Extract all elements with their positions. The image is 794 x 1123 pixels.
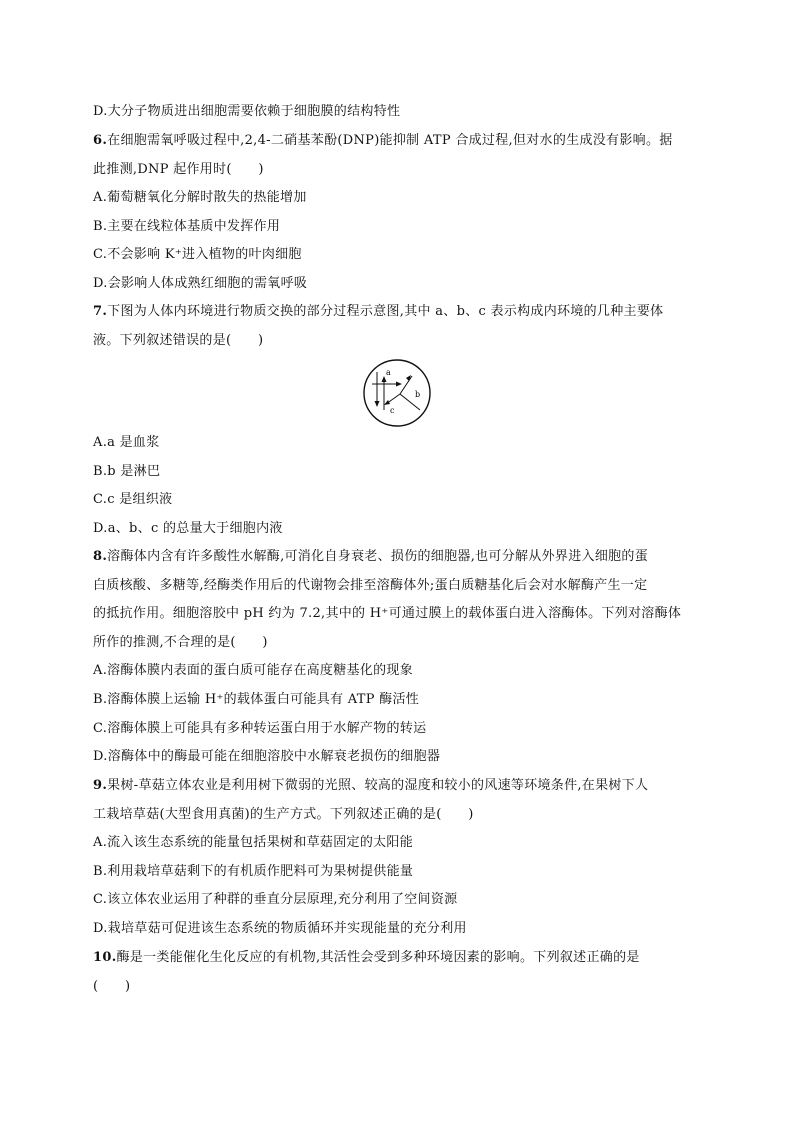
- question-text: 下图为人体内环境进行物质交换的部分过程示意图,其中 a、b、c 表示构成内环境的几种主要体: [107, 304, 664, 319]
- q8-line-2: [93, 606, 681, 622]
- question-number: 7.: [93, 304, 108, 319]
- q7_opts-line-3: [93, 521, 283, 537]
- q10-line-0: [93, 950, 640, 966]
- question-text: 白质核酸、多糖等,经酶类作用后的代谢物会排至溶酶体外;蛋白质糖基化后会对水解酶产生一定: [93, 577, 648, 593]
- q8-line-7: [93, 749, 440, 765]
- q6-line-2: [93, 190, 307, 206]
- q6-line-5: [93, 276, 307, 292]
- question-text: A.流入该生态系统的能量包括果树和草菇固定的太阳能: [93, 835, 414, 851]
- question-number: 9.: [93, 778, 108, 793]
- question-text: D.栽培草菇可促进该生态系统的物质循环并实现能量的充分利用: [93, 921, 467, 936]
- arrow-down-head: [375, 401, 380, 407]
- question-text: 的抵抗作用。细胞溶胶中 pH 约为 7.2,其中的 H⁺可通过膜上的载体蛋白进入溶酶体。下列对溶酶体: [93, 606, 682, 622]
- q7_opts-line-1: [93, 464, 160, 480]
- question-text: B.溶酶体膜上运输 H⁺的载体蛋白可能具有 ATP 酶活性: [93, 692, 420, 707]
- question-text: C.溶酶体膜上可能具有多种转运蛋白用于水解产物的转运: [93, 720, 427, 736]
- question-text: 工栽培草菇(大型食用真菌)的生产方式。下列叙述正确的是( ): [93, 806, 474, 822]
- body-fluid-exchange-diagram: [362, 358, 432, 428]
- q7_opts-line-2: [93, 492, 172, 508]
- question-text: D.大分子物质进出细胞需要依赖于细胞膜的结构特性: [93, 104, 401, 119]
- label-b: b: [415, 390, 421, 399]
- question-text: C.不会影响 K⁺进入植物的叶肉细胞: [93, 247, 302, 262]
- q9-line-3: [93, 864, 413, 880]
- label-c: c: [390, 406, 395, 415]
- question-number: 8.: [93, 549, 108, 564]
- q8-line-3: [93, 635, 268, 651]
- question-text: A.溶酶体膜内表面的蛋白质可能存在高度糖基化的现象: [93, 663, 414, 679]
- arrow-a-head: [396, 382, 402, 387]
- q9-line-2: [93, 835, 413, 851]
- q5_tail-line-0: [93, 104, 400, 120]
- question-number: 10.: [93, 950, 117, 965]
- question-text: 此推测,DNP 起作用时( ): [93, 161, 264, 177]
- question-text: B.b 是淋巴: [93, 463, 161, 479]
- question-text: 酶是一类能催化生化反应的有机物,其活性会受到多种环境因素的影响。下列叙述正确的是: [116, 950, 640, 965]
- q8-line-4: [93, 663, 413, 679]
- question-text: B.利用栽培草菇剩下的有机质作肥料可为果树提供能量: [93, 863, 414, 879]
- q6-line-4: [93, 247, 302, 263]
- q9-line-5: [93, 921, 467, 937]
- label-a: a: [386, 368, 391, 377]
- q9-line-4: [93, 892, 457, 908]
- q9-line-0: [93, 778, 648, 794]
- question-text: 溶酶体内含有许多酸性水解酶,可消化自身衰老、损伤的细胞器,也可分解从外界进入细胞的蛋: [107, 549, 649, 564]
- q8-line-1: [93, 578, 647, 594]
- question-text: A.葡萄糖氧化分解时散失的热能增加: [93, 190, 307, 205]
- q8-line-0: [93, 549, 648, 565]
- q7-line-0: [93, 304, 663, 320]
- question-text: 果树-草菇立体农业是利用树下微弱的光照、较高的湿度和较小的风速等环境条件,在果树下人: [107, 778, 649, 793]
- q7_opts-line-0: [93, 435, 160, 451]
- q6-line-3: [93, 219, 280, 235]
- question-text: ( ): [93, 978, 131, 994]
- line-to-b-upper: [400, 376, 412, 394]
- question-text: B.主要在线粒体基质中发挥作用: [93, 218, 281, 234]
- q8-line-6: [93, 721, 426, 737]
- question-text: D.会影响人体成熟红细胞的需氧呼吸: [93, 275, 308, 291]
- question-text: C.c 是组织液: [93, 492, 173, 507]
- question-text: C.该立体农业运用了种群的垂直分层原理,充分利用了空间资源: [93, 892, 458, 908]
- question-text: D.溶酶体中的酶最可能在细胞溶胶中水解衰老损伤的细胞器: [93, 749, 441, 765]
- question-text: 在细胞需氧呼吸过程中,2,4-二硝基苯酚(DNP)能抑制 ATP 合成过程,但对水的生成没有影响。据: [107, 133, 673, 148]
- question-text: 所作的推测,不合理的是( ): [93, 634, 268, 650]
- q6-line-0: [93, 133, 673, 149]
- q6-line-1: [93, 162, 264, 178]
- question-text: A.a 是血浆: [93, 435, 160, 450]
- q8-line-5: [93, 692, 419, 708]
- question-text: 液。下列叙述错误的是( ): [93, 332, 264, 348]
- question-number: 6.: [93, 133, 108, 148]
- q10-line-1: [93, 979, 130, 995]
- question-text: D.a、b、c 的总量大于细胞内液: [93, 520, 283, 536]
- q7-line-1: [93, 333, 263, 349]
- q9-line-1: [93, 807, 474, 823]
- arrow-c-head: [384, 400, 390, 405]
